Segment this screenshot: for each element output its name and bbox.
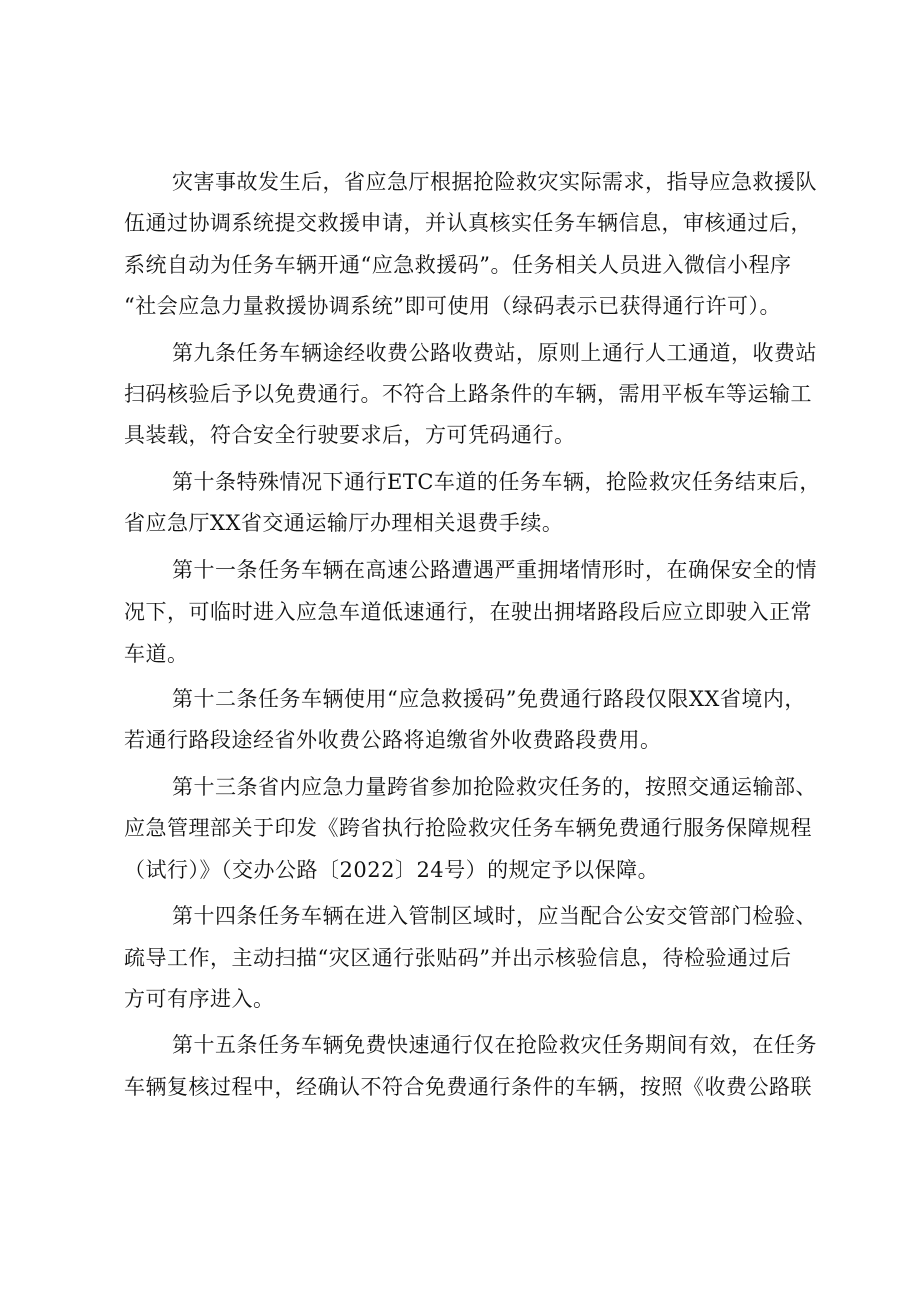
paragraph-line: 第十五条任务车辆免费快速通行仅在抢险救灾任务期间有效，在任务 xyxy=(172,1033,817,1057)
paragraph-line: 若通行路段途经省外收费公路将追缴省外收费路段费用。 xyxy=(124,728,662,752)
paragraph-line: 省应急厅XX省交通运输厅办理相关退费手续。 xyxy=(124,511,564,535)
paragraph-line: 疏导工作，主动扫描“灾区通行张贴码”并出示核验信息，待检验通过后 xyxy=(124,946,792,970)
paragraph-line: 扫码核验后予以免费通行。不符合上路条件的车辆，需用平板车等运输工 xyxy=(124,382,812,406)
paragraph-line: 方可有序进入。 xyxy=(124,987,275,1011)
paragraph-line: “社会应急力量救援协调系统”即可使用（绿码表示已获得通行许可）。 xyxy=(124,294,781,318)
paragraph-line: 具装载，符合安全行驶要求后，方可凭码通行。 xyxy=(124,423,576,447)
paragraph-line: 第九条任务车辆途经收费公路收费站，原则上通行人工通道，收费站 xyxy=(172,341,817,365)
paragraph-line: 系统自动为任务车辆开通“应急救援码”。任务相关人员进入微信小程序 xyxy=(124,253,792,277)
paragraph-line: 况下，可临时进入应急车道低速通行，在驶出拥堵路段后应立即驶入正常 xyxy=(124,600,812,624)
paragraph-line: 伍通过协调系统提交救援申请，并认真核实任务车辆信息，审核通过后， xyxy=(124,211,812,235)
paragraph-line: 第十条特殊情况下通行ETC车道的任务车辆，抢险救灾任务结束后， xyxy=(172,470,821,494)
paragraph-line: 第十二条任务车辆使用“应急救援码”免费通行路段仅限XX省境内， xyxy=(172,687,806,711)
paragraph-line: 车道。 xyxy=(124,642,189,666)
paragraph-line: （试行）》（交办公路〔2022〕24号）的规定予以保障。 xyxy=(124,858,660,882)
paragraph-line: 第十四条任务车辆在进入管制区域时，应当配合公安交管部门检验、 xyxy=(172,904,817,928)
paragraph-line: 灾害事故发生后，省应急厅根据抢险救灾实际需求，指导应急救援队 xyxy=(172,170,817,194)
paragraph-line: 车辆复核过程中，经确认不符合免费通行条件的车辆，按照《收费公路联 xyxy=(124,1075,812,1099)
paragraph-line: 第十一条任务车辆在高速公路遭遇严重拥堵情形时，在确保安全的情 xyxy=(172,558,817,582)
paragraph-line: 第十三条省内应急力量跨省参加抢险救灾任务的，按照交通运输部、 xyxy=(172,775,817,799)
paragraph-line: 应急管理部关于印发《跨省执行抢险救灾任务车辆免费通行服务保障规程 xyxy=(124,816,812,840)
